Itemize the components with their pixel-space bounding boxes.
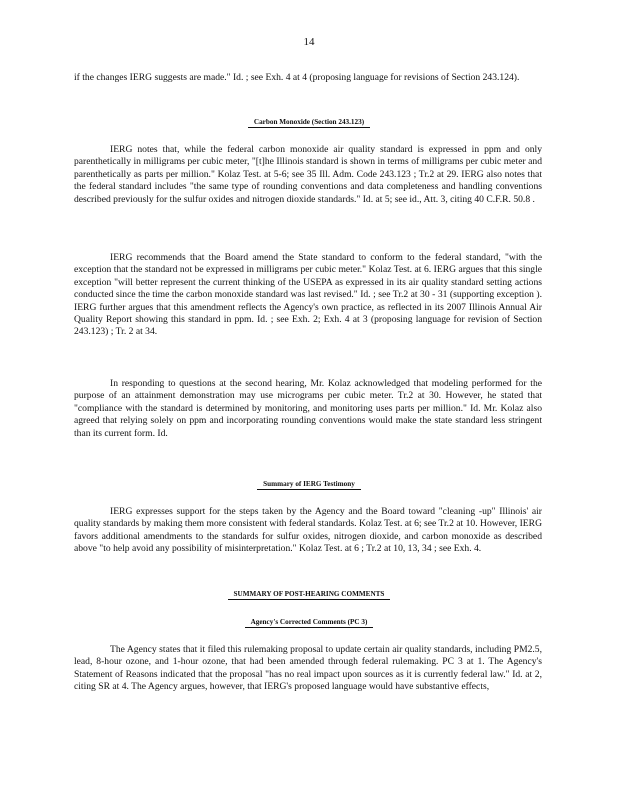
heading-text: Agency's Corrected Comments (PC 3)	[245, 618, 374, 628]
heading-text: SUMMARY OF POST-HEARING COMMENTS	[228, 590, 391, 600]
intro-paragraph: if the changes IERG suggests are made." Id. ; see Exh. 4 at 4 (proposing language for revisions of Section 243.124).	[74, 72, 520, 83]
paragraph-ierg-support: IERG expresses support for the steps taken by the Agency and the Board toward "cleaning -up" Illinois' air quality standards by making them more consistent with federal standards. Kolaz Test. at 6; see Tr.2 at 10. However, IERG favors additional amendments to the standards for sulfur oxides, nitrogen dioxide, and carbon monoxide as described above "to help avoid any possibility of misinterpretation." Kolaz Test. at 6 ; Tr.2 at 10, 13, 34 ; see Exh. 4.	[74, 506, 542, 555]
paragraph-ierg-recommends: IERG recommends that the Board amend the State standard to conform to the federal standard, "with the exception that the standard not be expressed in milligrams per cubic meter." Kolaz Test. at 6. IERG argues that this single exception "will better represent the current thinking of the USEPA as expressed in its air quality standard setting actions conducted since the time the carbon monoxide standard was last revised." Id. ; see Tr.2 at 30 - 31 (supporting exception ). IERG further argues that this amendment reflects the Agency's own practice, as reflected in its 2007 Illinois Annual Air Quality Report showing this standard in ppm. Id. ; see Exh. 2; Exh. 4 at 3 (proposing language for revision of Section 243.123) ; Tr. 2 at 34.	[74, 252, 542, 338]
paragraph-ierg-notes: IERG notes that, while the federal carbon monoxide air quality standard is expressed in ppm and only parenthetically in milligrams per cubic meter, "[t]he Illinois standard is shown in terms of milligrams per cubic meter and parenthetically as parts per million." Kolaz Test. at 5-6; see 35 Ill. Adm. Code 243.123 ; Tr.2 at 29. IERG also notes that the federal standard includes "the same type of rounding conventions and data completeness and handling conventions described previously for the sulfur oxides and nitrogen dioxide standards." Id. at 5; see id., Att. 3, citing 40 C.F.R. 50.8 .	[74, 144, 542, 205]
section-heading-post-hearing	[0, 590, 618, 600]
paragraph-agency-states: The Agency states that it filed this rulemaking proposal to update certain air quality standards, including PM2.5, lead, 8-hour ozone, and 1-hour ozone, that had been amended through federal rulemaking. PC 3 at 1. The Agency's Statement of Reasons indicated that the proposal "has no real impact upon sources as it is currently federal law." Id. at 2, citing SR at 4. The Agency argues, however, that IERG's proposed language would have substantive effects,	[74, 644, 542, 693]
section-heading-agency-comments	[0, 618, 618, 628]
section-heading-carbon-monoxide	[0, 118, 618, 128]
page-number: 14	[303, 36, 315, 48]
heading-text: Summary of IERG Testimony	[257, 480, 361, 490]
section-heading-summary-ierg	[0, 480, 618, 490]
heading-text: Carbon Monoxide (Section 243.123)	[248, 118, 370, 128]
paragraph-kolaz-responding: In responding to questions at the second hearing, Mr. Kolaz acknowledged that modeling performed for the purpose of an attainment demonstration may use micrograms per cubic meter. Tr.2 at 30. However, he stated that "compliance with the standard is determined by monitoring, and monitoring uses parts per million." Id. Mr. Kolaz also agreed that relying solely on ppm and incorporating rounding conventions would make the state standard less stringent than its current form. Id.	[74, 378, 542, 439]
